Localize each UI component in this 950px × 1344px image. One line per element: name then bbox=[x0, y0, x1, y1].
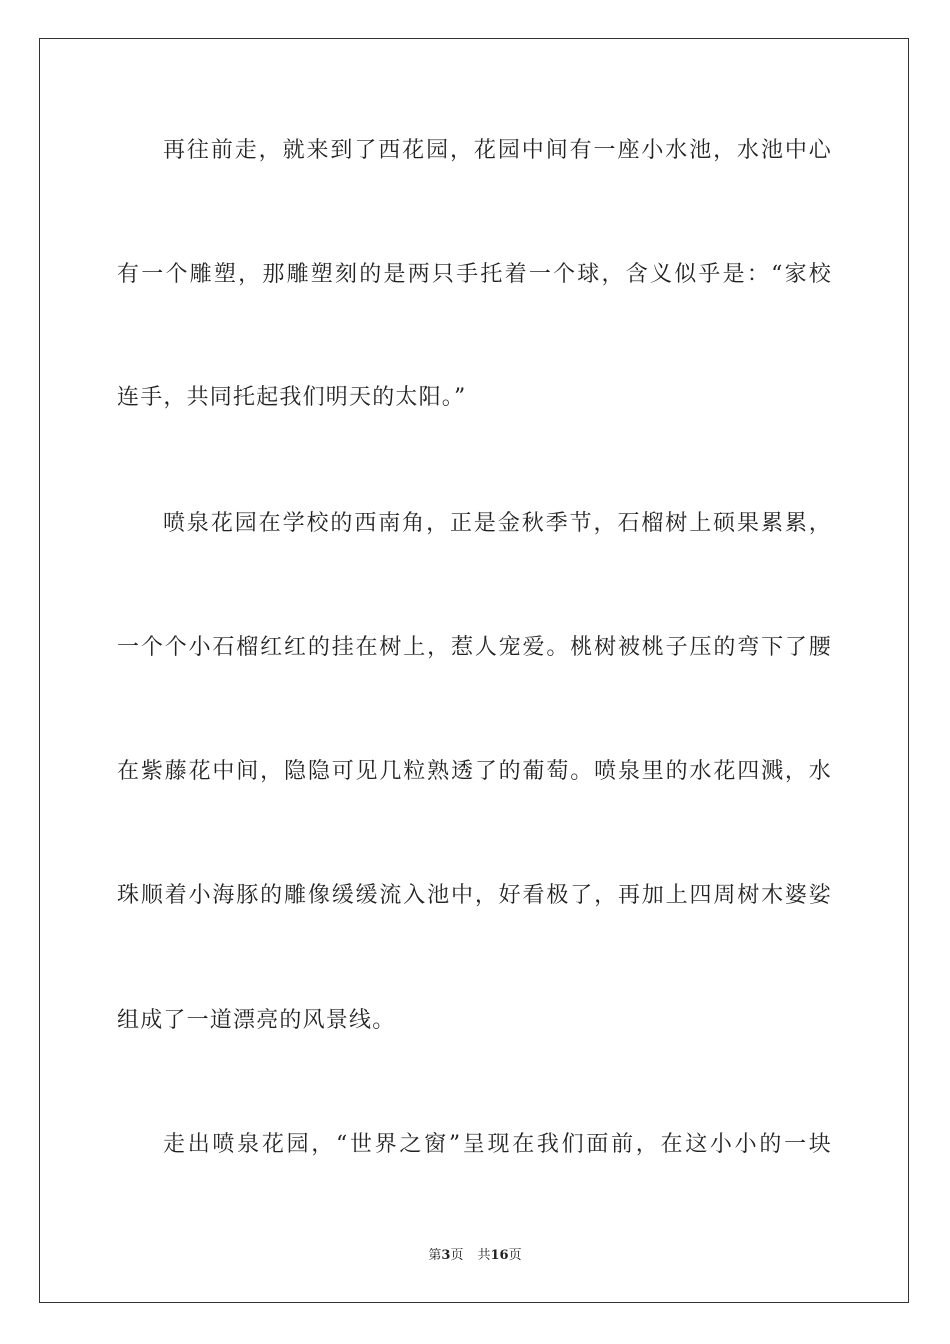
paragraph-2-line-3: 在紫藤花中间，隐隐可见几粒熟透了的葡萄。喷泉里的水花四溅，水 bbox=[117, 759, 832, 784]
paragraph-1-line-2: 有一个雕塑，那雕塑刻的是两只手托着一个球，含义似乎是：“家校 bbox=[117, 262, 832, 287]
paragraph-1-line-1: 再往前走，就来到了西花园，花园中间有一座小水池，水池中心 bbox=[163, 138, 832, 163]
paragraph-3-line-1: 走出喷泉花园，“世界之窗”呈现在我们面前，在这小小的一块 bbox=[163, 1132, 832, 1157]
page-prefix: 第 bbox=[428, 1248, 442, 1263]
paragraph-2-line-5: 组成了一道漂亮的风景线。 bbox=[117, 1008, 396, 1033]
paragraph-2-line-1: 喷泉花园在学校的西南角，正是金秋季节，石榴树上硕果累累， bbox=[163, 511, 832, 536]
total-prefix: 共 bbox=[477, 1248, 491, 1263]
page-footer bbox=[0, 1246, 950, 1266]
total-pages: 16 bbox=[490, 1248, 509, 1263]
page-border bbox=[39, 38, 909, 1303]
paragraph-2-line-2: 一个个小石榴红红的挂在树上，惹人宠爱。桃树被桃子压的弯下了腰 bbox=[117, 635, 832, 660]
page-number: 3 bbox=[441, 1248, 451, 1263]
paragraph-1-line-3: 连手，共同托起我们明天的太阳。” bbox=[117, 385, 467, 410]
paragraph-2-line-4: 珠顺着小海豚的雕像缓缓流入池中，好看极了，再加上四周树木婆娑 bbox=[117, 883, 832, 908]
page-suffix: 页 bbox=[450, 1248, 464, 1263]
total-suffix: 页 bbox=[508, 1248, 522, 1263]
